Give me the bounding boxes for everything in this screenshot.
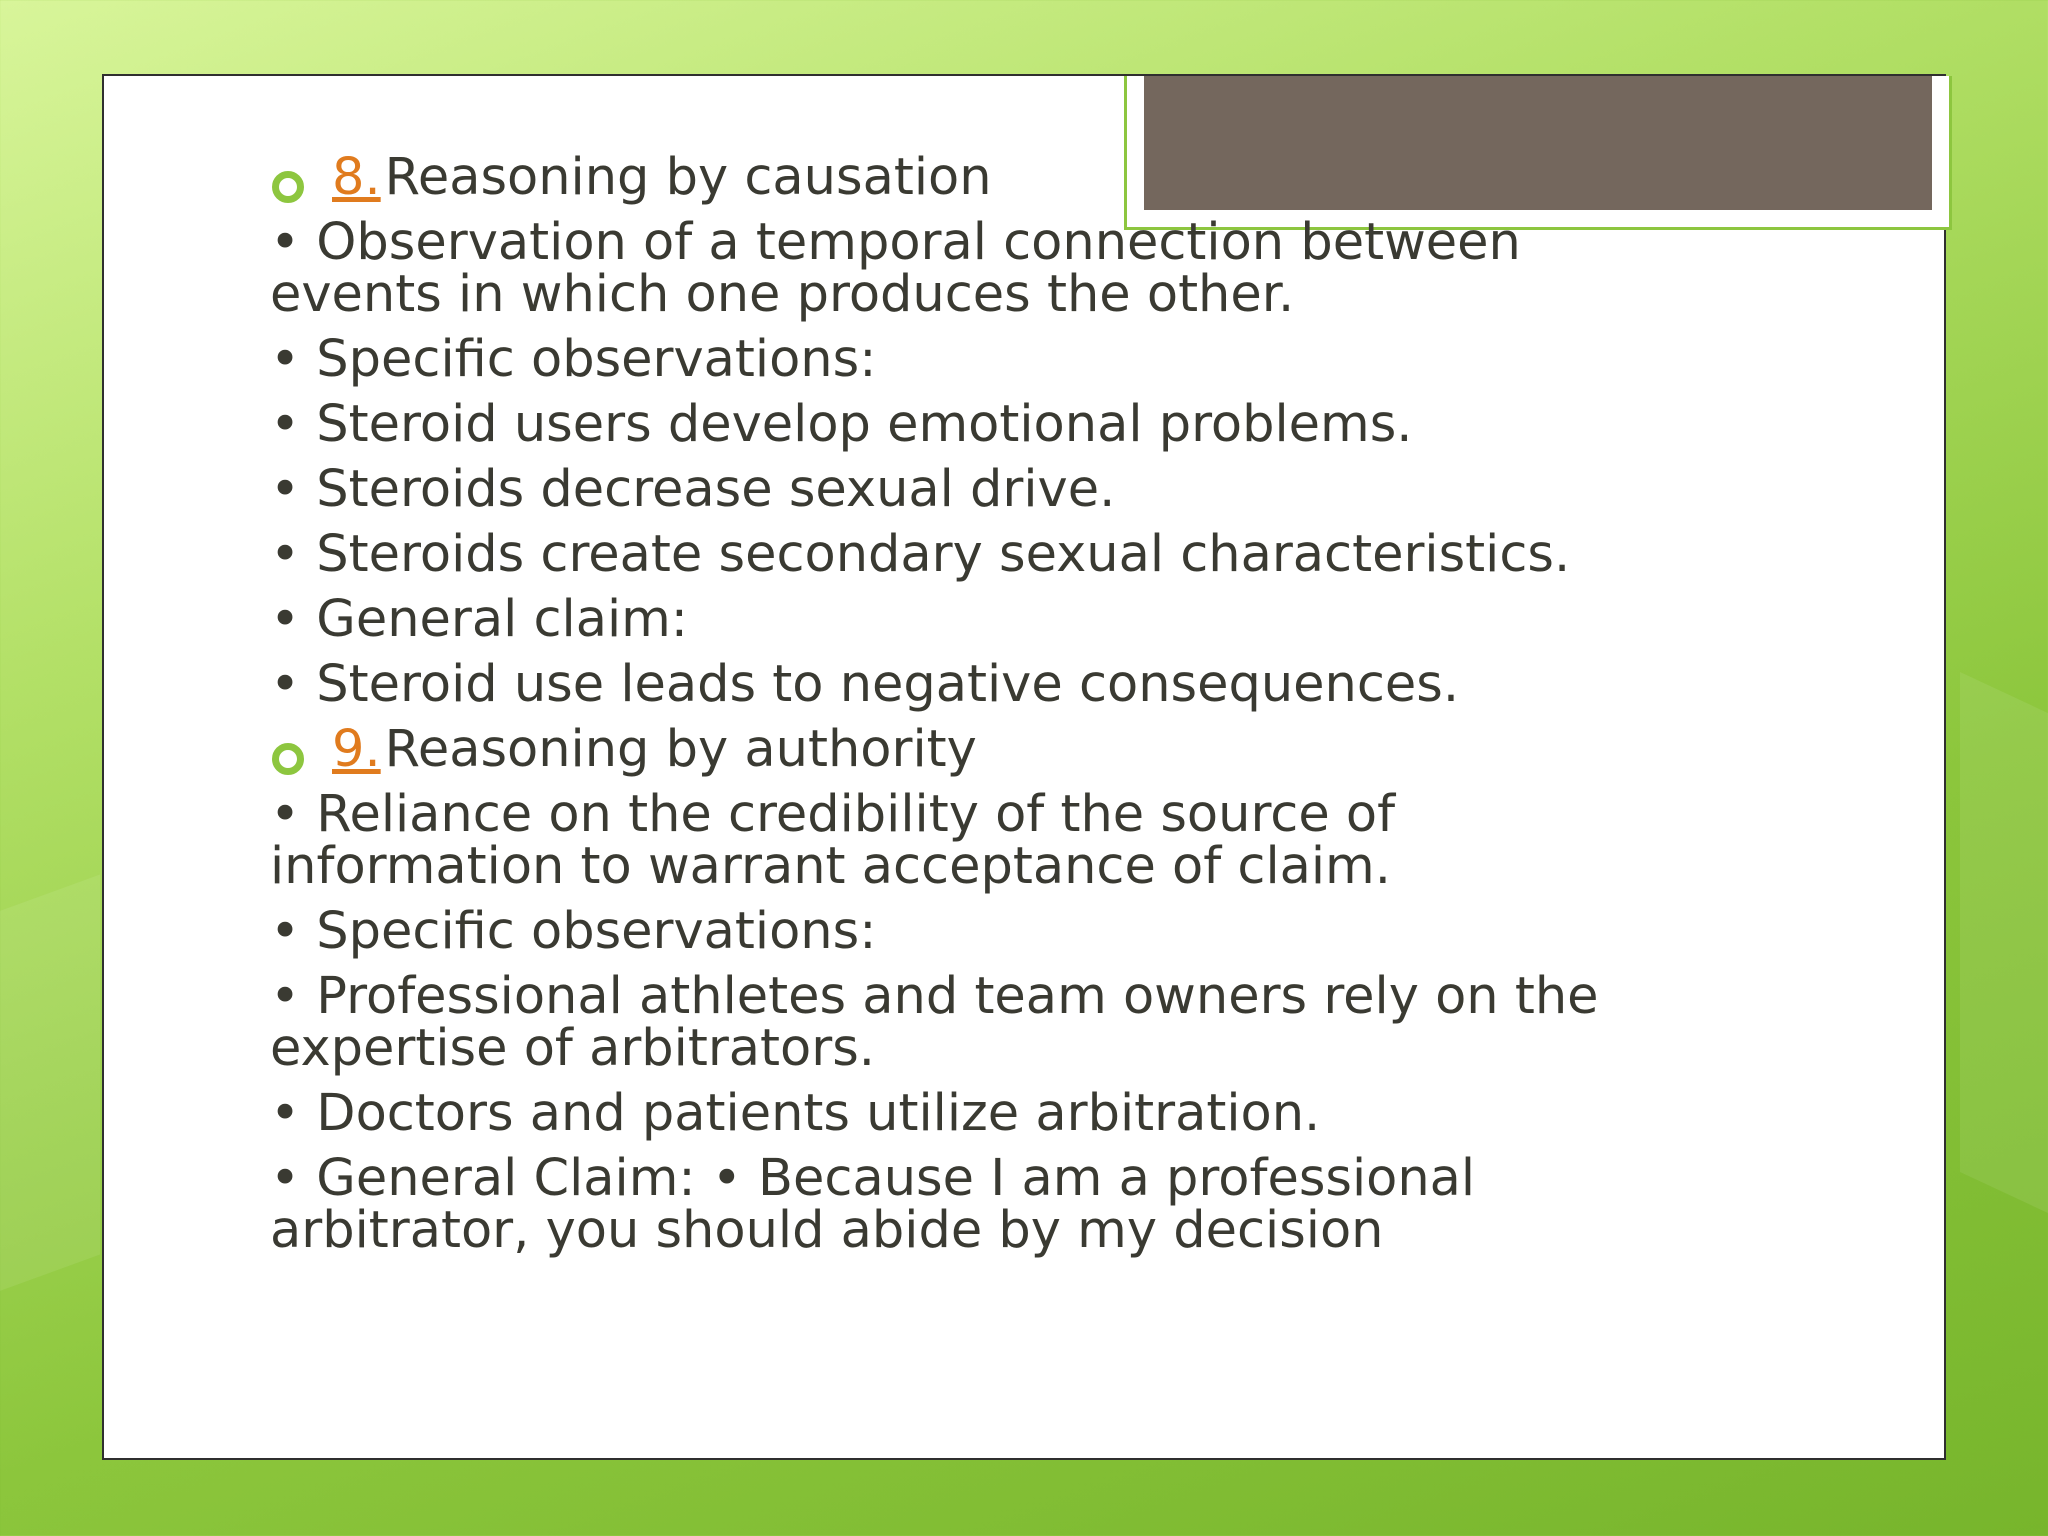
bullet-line: • Professional athletes and team owners rely on the expertise of arbitrators. xyxy=(270,967,1599,1078)
bullet-line: • General Claim: • Because I am a professional arbitrator, you should abide by my decision xyxy=(270,1149,1476,1260)
bullet-line: • Observation of a temporal connection between events in which one produces the other. xyxy=(270,213,1521,324)
background-shape xyxy=(1960,672,2048,1228)
section-heading-authority xyxy=(270,720,1690,779)
background-shape xyxy=(0,875,100,1306)
bullet-line: • General claim: xyxy=(270,590,688,649)
section-number-link[interactable]: 8. xyxy=(332,148,381,207)
bullet-line: • Specific observations: xyxy=(270,330,877,389)
section-number-link[interactable]: 9. xyxy=(332,720,381,779)
bullet-line: • Doctors and patients utilize arbitration. xyxy=(270,1084,1321,1143)
bullet-line: • Specific observations: xyxy=(270,902,877,961)
bullet-line: • Steroid users develop emotional problems. xyxy=(270,395,1413,454)
ring-bullet-icon xyxy=(272,743,304,775)
slide-body xyxy=(270,148,1690,1270)
ring-bullet-icon xyxy=(272,171,304,203)
section-heading-causation xyxy=(270,148,1690,207)
bullet-line: • Steroids create secondary sexual characteristics. xyxy=(270,525,1571,584)
section-heading-text: Reasoning by causation xyxy=(384,148,992,207)
bullet-line: • Steroids decrease sexual drive. xyxy=(270,460,1116,519)
section-heading-text: Reasoning by authority xyxy=(384,720,977,779)
bullet-line: • Steroid use leads to negative consequences. xyxy=(270,655,1460,714)
bullet-line: • Reliance on the credibility of the source of information to warrant acceptance of claim. xyxy=(270,785,1396,896)
